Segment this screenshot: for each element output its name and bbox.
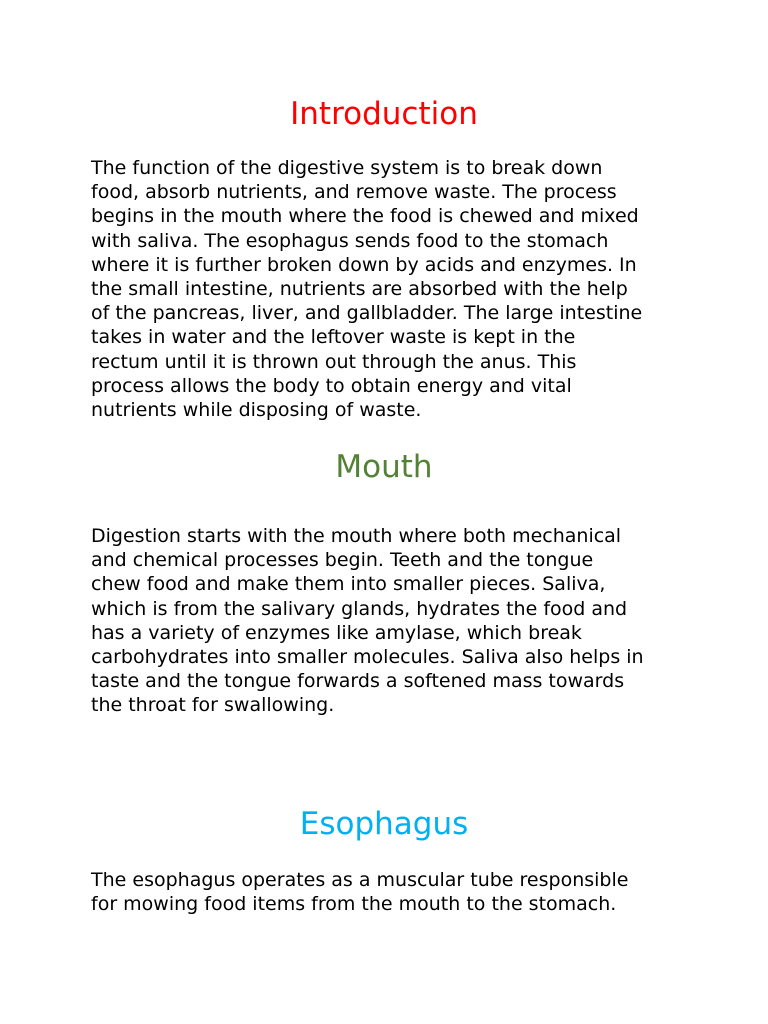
paragraph-line: carbohydrates into smaller molecules. Saliva also helps in — [91, 646, 644, 669]
introduction-paragraph — [91, 156, 691, 422]
introduction-heading: Introduction — [290, 96, 478, 132]
esophagus-paragraph — [91, 868, 691, 916]
paragraph-line: with saliva. The esophagus sends food to the stomach — [91, 229, 609, 252]
paragraph-line: Digestion starts with the mouth where both mechanical — [91, 525, 622, 547]
paragraph-line: begins in the mouth where the food is chewed and mixed — [91, 205, 639, 228]
paragraph-line: The esophagus operates as a muscular tube responsible — [91, 869, 629, 891]
paragraph-line: and chemical processes begin. Teeth and the tongue — [91, 549, 594, 572]
paragraph-line: has a variety of enzymes like amylase, which break — [91, 621, 582, 644]
paragraph-line: taste and the tongue forwards a softened mass towards — [91, 670, 625, 693]
paragraph-line: takes in water and the leftover waste is kept in the — [91, 326, 576, 349]
paragraph-line: for mowing food items from the mouth to the stomach. — [91, 893, 617, 916]
paragraph-line: rectum until it is thrown out through the anus. This — [91, 350, 577, 373]
paragraph-line: process allows the body to obtain energy and vital — [91, 374, 572, 397]
paragraph-line: where it is further broken down by acids and enzymes. In — [91, 253, 637, 276]
paragraph-line: the small intestine, nutrients are absorbed with the help — [91, 278, 628, 301]
paragraph-line: of the pancreas, liver, and gallbladder. The large intestine — [91, 302, 643, 325]
mouth-heading: Mouth — [335, 449, 433, 485]
paragraph-line: chew food and make them into smaller pieces. Saliva, — [91, 573, 606, 596]
mouth-paragraph — [91, 524, 691, 718]
paragraph-line: The function of the digestive system is to break down — [91, 157, 603, 179]
paragraph-line: nutrients while disposing of waste. — [91, 399, 422, 422]
paragraph-line: the throat for swallowing. — [91, 694, 335, 717]
esophagus-heading: Esophagus — [299, 806, 469, 842]
paragraph-line: which is from the salivary glands, hydrates the food and — [91, 597, 628, 620]
paragraph-line: food, absorb nutrients, and remove waste. The process — [91, 181, 617, 204]
